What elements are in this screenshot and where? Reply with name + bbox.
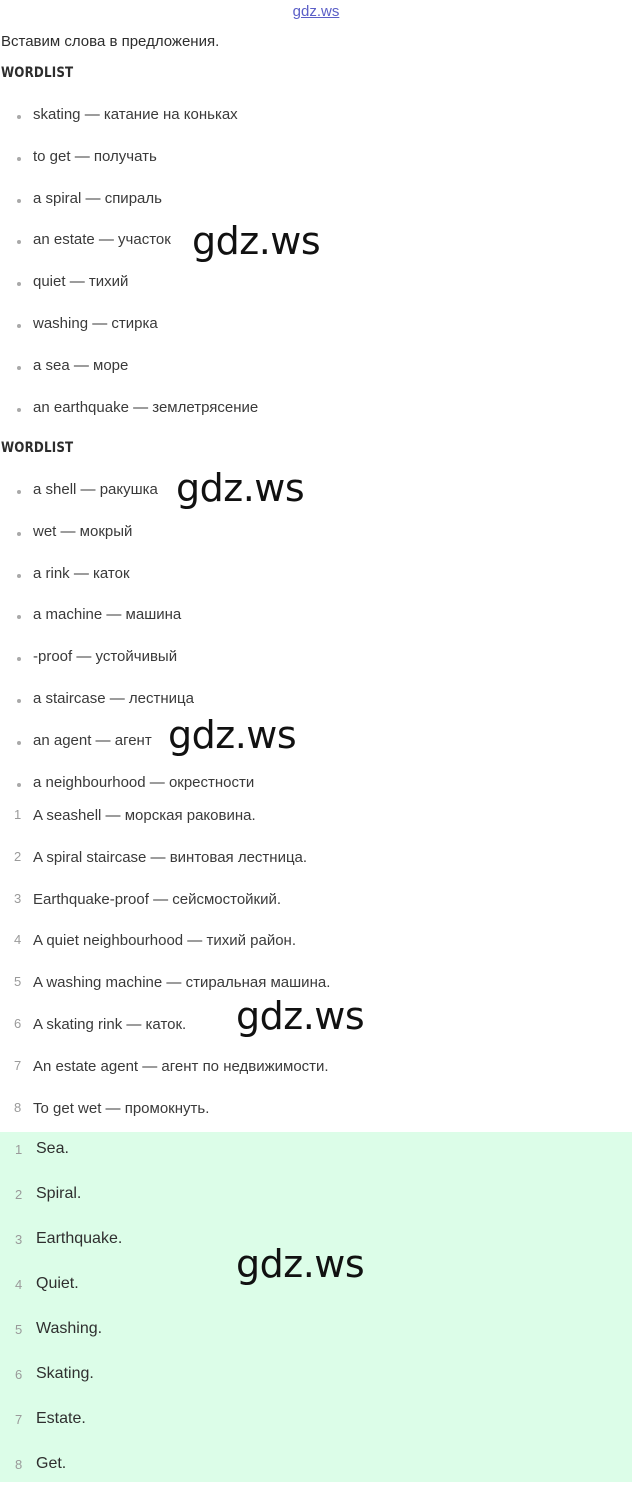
- intro-text: Вставим слова в предложения.: [1, 33, 220, 50]
- list-item-text: To get wet — промокнуть.: [33, 1099, 210, 1117]
- bullet-icon: [17, 490, 21, 494]
- list-item-text: a rink — каток: [33, 564, 130, 582]
- wordlist-heading: WORDLIST: [1, 65, 74, 81]
- watermark: gdz.ws: [236, 994, 365, 1038]
- list-item-text: A quiet neighbourhood — тихий район.: [33, 932, 296, 950]
- list-item: [0, 803, 632, 845]
- list-item-text: skating — катание на коньках: [33, 106, 238, 123]
- item-number: 1: [15, 1142, 23, 1157]
- bullet-icon: [17, 199, 21, 203]
- bullet-icon: [17, 324, 21, 328]
- list-item: [0, 928, 632, 970]
- list-item: [0, 561, 632, 603]
- list-item: [0, 728, 632, 770]
- list-item: [0, 845, 632, 887]
- wordlist-heading: WORDLIST: [1, 440, 74, 456]
- list-item: [0, 311, 632, 353]
- answer-text: Get.: [36, 1455, 67, 1472]
- list-item: [0, 686, 632, 728]
- bullet-icon: [17, 574, 21, 578]
- list-item: [0, 477, 632, 519]
- answer-item: [0, 1452, 632, 1497]
- list-item-text: An estate agent — агент по недвижимости.: [33, 1057, 329, 1075]
- bullet-icon: [17, 741, 21, 745]
- bullet-icon: [17, 408, 21, 412]
- answer-text: Estate.: [36, 1410, 86, 1427]
- item-number: 6: [14, 1015, 22, 1031]
- bullet-icon: [17, 115, 21, 119]
- bullet-icon: [17, 699, 21, 703]
- list-item-text: a staircase — лестница: [33, 689, 194, 707]
- list-item: [0, 602, 632, 644]
- list-item: [0, 887, 632, 929]
- item-number: 3: [14, 890, 22, 906]
- list-item-text: a machine — машина: [33, 606, 182, 624]
- item-number: 3: [15, 1232, 23, 1247]
- answer-text: Sea.: [36, 1140, 69, 1157]
- watermark: gdz.ws: [168, 713, 297, 757]
- watermark: gdz.ws: [192, 219, 321, 263]
- list-item-text: a shell — ракушка: [33, 481, 158, 498]
- wordlist-a: [0, 102, 632, 436]
- bullet-icon: [17, 783, 21, 787]
- item-number: 2: [15, 1187, 23, 1202]
- list-item: [0, 395, 632, 437]
- site-link[interactable]: gdz.ws: [292, 3, 340, 20]
- item-number: 5: [15, 1322, 23, 1337]
- item-number: 4: [14, 932, 22, 948]
- list-item-text: wet — мокрый: [33, 522, 133, 540]
- list-item-text: -proof — устойчивый: [33, 648, 178, 666]
- answer-text: Washing.: [36, 1320, 103, 1337]
- bullet-icon: [17, 366, 21, 370]
- list-item-text: A spiral staircase — винтовая лестница.: [33, 848, 308, 866]
- list-item: [0, 519, 632, 561]
- list-item-text: A skating rink — каток.: [33, 1015, 187, 1033]
- item-number: 7: [14, 1057, 22, 1073]
- bullet-icon: [17, 532, 21, 536]
- item-number: 8: [15, 1457, 23, 1472]
- bullet-icon: [17, 240, 21, 244]
- item-number: 2: [14, 848, 22, 864]
- list-item: [0, 144, 632, 186]
- item-number: 8: [14, 1099, 22, 1115]
- answer-text: Spiral.: [36, 1185, 82, 1202]
- answer-item: [0, 1362, 632, 1407]
- bullet-icon: [17, 657, 21, 661]
- phrase-list: [0, 803, 632, 1137]
- item-number: 6: [15, 1367, 23, 1382]
- list-item-text: an agent — агент: [33, 731, 152, 749]
- list-item: [0, 1012, 632, 1054]
- watermark: gdz.ws: [236, 1242, 365, 1286]
- list-item: [0, 269, 632, 311]
- list-item-text: A seashell — морская раковина.: [33, 807, 256, 824]
- answer-item: [0, 1227, 632, 1272]
- item-number: 7: [15, 1412, 23, 1427]
- answer-item: [0, 1272, 632, 1317]
- list-item: [0, 186, 632, 228]
- item-number: 5: [14, 974, 22, 990]
- list-item: [0, 970, 632, 1012]
- answer-item: [0, 1182, 632, 1227]
- list-item-text: quiet — тихий: [33, 273, 129, 291]
- bullet-icon: [17, 282, 21, 286]
- answer-text: Skating.: [36, 1365, 94, 1382]
- list-item-text: an estate — участок: [33, 231, 171, 249]
- list-item-text: an earthquake — землетрясение: [33, 398, 259, 416]
- list-item-text: a spiral — спираль: [33, 189, 162, 207]
- bullet-icon: [17, 157, 21, 161]
- list-item-text: Earthquake-proof — сейсмостойкий.: [33, 890, 282, 908]
- item-number: 1: [14, 807, 22, 822]
- answer-text: Quiet.: [36, 1275, 79, 1292]
- list-item-text: a sea — море: [33, 356, 129, 374]
- bullet-icon: [17, 615, 21, 619]
- wordlist-b: [0, 477, 632, 811]
- answer-text: Earthquake.: [36, 1230, 123, 1247]
- list-item-text: a neighbourhood — окрестности: [33, 773, 255, 791]
- list-item: [0, 102, 632, 144]
- answer-list: [0, 1137, 632, 1497]
- answer-item: [0, 1317, 632, 1362]
- list-item: [0, 227, 632, 269]
- list-item: [0, 353, 632, 395]
- list-item-text: washing — стирка: [33, 314, 158, 332]
- answer-item: [0, 1407, 632, 1452]
- list-item-text: to get — получать: [33, 147, 157, 165]
- answer-item: [0, 1137, 632, 1182]
- list-item-text: A washing machine — стиральная машина.: [33, 974, 331, 992]
- answer-box: [0, 1132, 632, 1482]
- list-item: [0, 644, 632, 686]
- list-item: [0, 1054, 632, 1096]
- item-number: 4: [15, 1277, 23, 1292]
- watermark: gdz.ws: [176, 466, 305, 510]
